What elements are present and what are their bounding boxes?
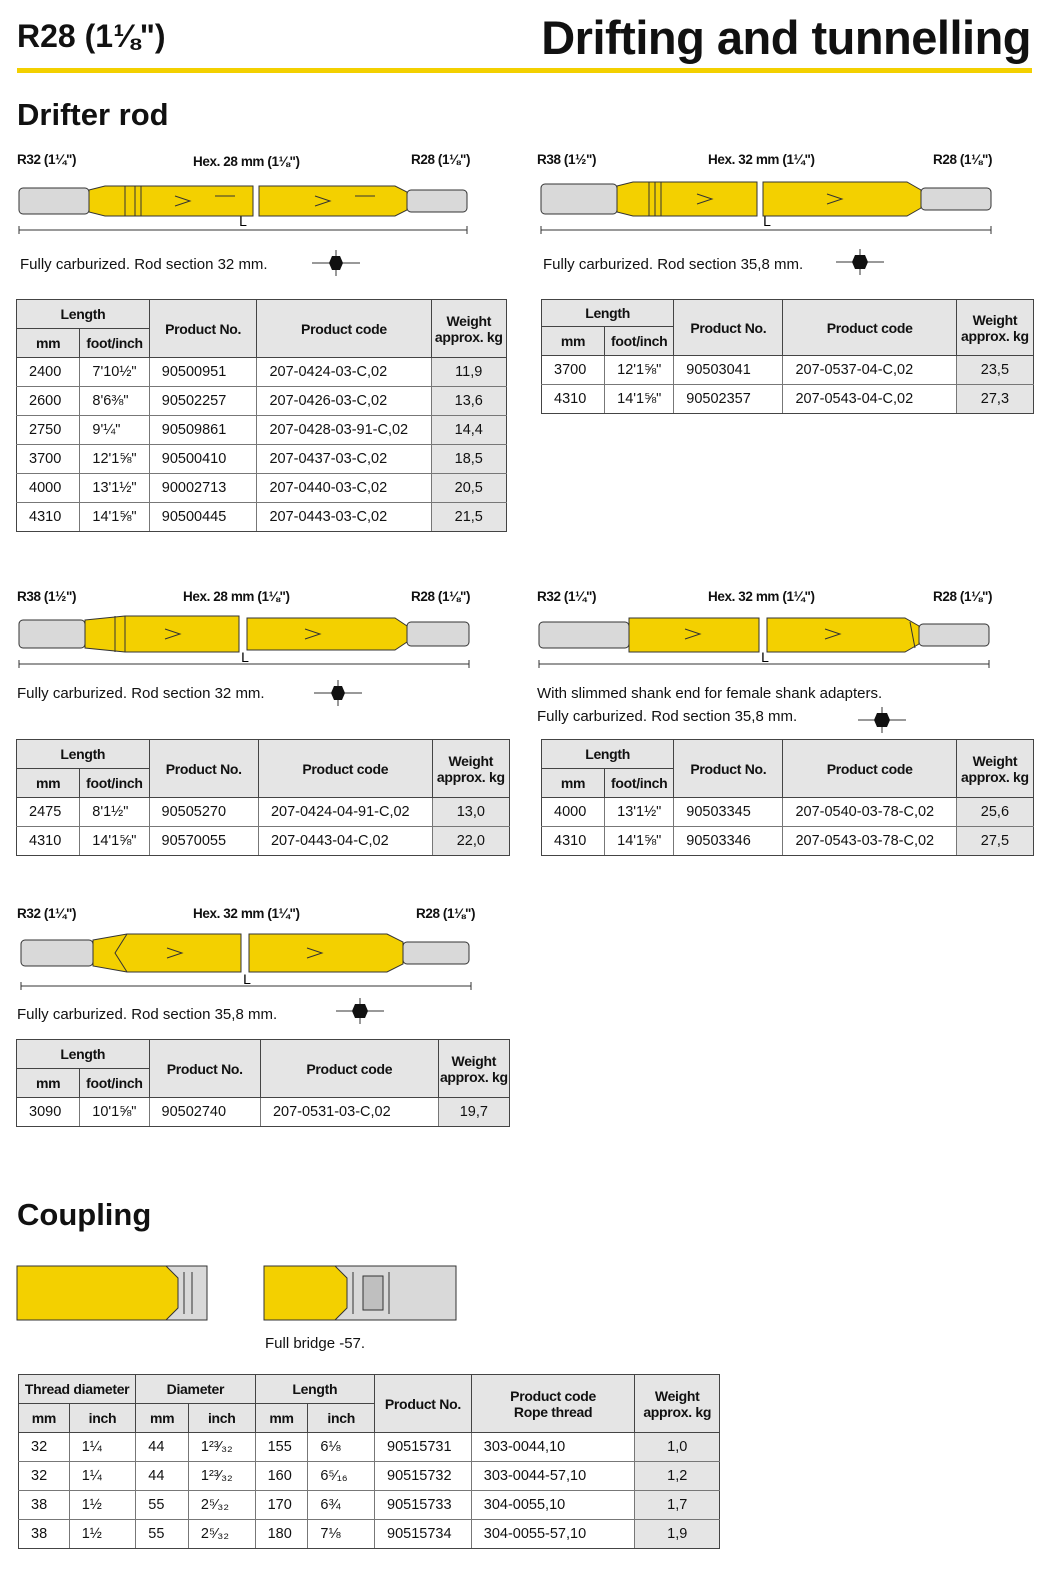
table-cell: 207-0443-03-C,02 bbox=[257, 503, 431, 532]
table-cell: 13,0 bbox=[432, 798, 509, 827]
table-cell: 207-0437-03-C,02 bbox=[257, 445, 431, 474]
table-cell: 13'1½" bbox=[605, 798, 674, 827]
coupling-diagram bbox=[16, 1264, 212, 1324]
table-cell: 90500951 bbox=[149, 358, 257, 387]
table-header-cell: Thread diameter bbox=[19, 1375, 136, 1404]
table-header-cell: Weight approx. kg bbox=[956, 300, 1033, 356]
hex-section-icon bbox=[858, 707, 906, 733]
table-cell: 10'1⅝" bbox=[80, 1098, 149, 1127]
table-cell: 303-0044,10 bbox=[471, 1433, 635, 1462]
dimension-label: L bbox=[239, 213, 247, 229]
table-cell: 32 bbox=[19, 1433, 70, 1462]
table-cell: 90502740 bbox=[149, 1098, 260, 1127]
table-header-cell: Diameter bbox=[136, 1375, 255, 1404]
table-header-cell: Product code bbox=[258, 740, 432, 798]
table-cell: 3090 bbox=[17, 1098, 80, 1127]
table-cell: 207-0428-03-91-C,02 bbox=[257, 416, 431, 445]
table-cell: 303-0044-57,10 bbox=[471, 1462, 635, 1491]
table-cell: 14'1⅝" bbox=[80, 827, 149, 856]
rod-table bbox=[16, 1039, 510, 1127]
table-cell: 207-0531-03-C,02 bbox=[260, 1098, 438, 1127]
rod-hex-label: Hex. 28 mm (1⅛") bbox=[193, 154, 300, 169]
table-header-cell: inch bbox=[188, 1404, 255, 1433]
table-header-cell: Product No. bbox=[674, 300, 783, 356]
table-cell: 38 bbox=[19, 1520, 70, 1549]
table-header-cell: Product No. bbox=[375, 1375, 472, 1433]
table-header-cell: Product code bbox=[783, 740, 956, 798]
table-cell: 1½ bbox=[69, 1491, 136, 1520]
table-row bbox=[542, 385, 1034, 414]
header-rule bbox=[17, 68, 1032, 73]
table-header-cell: mm bbox=[255, 1404, 308, 1433]
table-row bbox=[17, 827, 510, 856]
table-cell: 44 bbox=[136, 1462, 189, 1491]
table-header-cell: foot/inch bbox=[80, 1069, 149, 1098]
table-cell: 207-0424-03-C,02 bbox=[257, 358, 431, 387]
table-header-cell: mm bbox=[17, 329, 80, 358]
rod-hex-label: Hex. 32 mm (1¼") bbox=[708, 152, 815, 167]
table-header-cell: mm bbox=[542, 327, 605, 356]
rod-hex-label: Hex. 32 mm (1¼") bbox=[708, 589, 815, 604]
table-cell: 90509861 bbox=[149, 416, 257, 445]
table-cell: 19,7 bbox=[438, 1098, 509, 1127]
table-row bbox=[542, 356, 1034, 385]
table-cell: 4000 bbox=[17, 474, 80, 503]
table-header-cell: inch bbox=[69, 1404, 136, 1433]
table-cell: 2475 bbox=[17, 798, 80, 827]
table-cell: 6¾ bbox=[308, 1491, 375, 1520]
table-row bbox=[17, 474, 507, 503]
table-cell: 207-0543-04-C,02 bbox=[783, 385, 956, 414]
table-cell: 180 bbox=[255, 1520, 308, 1549]
table-header-cell: Weight approx. kg bbox=[956, 740, 1033, 798]
table-cell: 20,5 bbox=[431, 474, 506, 503]
table-header-cell: Product code bbox=[260, 1040, 438, 1098]
rod-right-thread: R28 (1⅛") bbox=[933, 589, 993, 604]
coupling-note: Full bridge -57. bbox=[265, 1335, 366, 1352]
rod-hex-label: Hex. 28 mm (1⅛") bbox=[183, 589, 290, 604]
dimension-label: L bbox=[241, 649, 249, 665]
table-cell: 170 bbox=[255, 1491, 308, 1520]
table-header-cell: Product code bbox=[783, 300, 956, 356]
rod-left-thread: R32 (1¼") bbox=[537, 589, 597, 604]
table-cell: 27,3 bbox=[956, 385, 1033, 414]
table-header-cell: Weight approx. kg bbox=[432, 740, 509, 798]
table-cell: 304-0055,10 bbox=[471, 1491, 635, 1520]
rod-table bbox=[541, 739, 1034, 856]
col-product-no: Product No. bbox=[149, 300, 257, 358]
table-cell: 155 bbox=[255, 1433, 308, 1462]
table-cell: 4310 bbox=[17, 827, 80, 856]
table-row bbox=[542, 798, 1034, 827]
table-cell: 90502257 bbox=[149, 387, 257, 416]
table-cell: 90505270 bbox=[149, 798, 258, 827]
table-header-cell: inch bbox=[308, 1404, 375, 1433]
page-header-title: Drifting and tunnelling bbox=[541, 11, 1031, 64]
table-cell: 38 bbox=[19, 1491, 70, 1520]
rod-right-thread: R28 (1⅛") bbox=[411, 589, 471, 604]
table-cell: 55 bbox=[136, 1520, 189, 1549]
table-cell: 22,0 bbox=[432, 827, 509, 856]
table-cell: 90002713 bbox=[149, 474, 257, 503]
table-cell: 207-0426-03-C,02 bbox=[257, 387, 431, 416]
table-cell: 1¼ bbox=[69, 1462, 136, 1491]
table-cell: 21,5 bbox=[431, 503, 506, 532]
rod-hex-label: Hex. 32 mm (1¼") bbox=[193, 906, 300, 921]
drifter-rod-diagram bbox=[537, 176, 997, 240]
table-header-cell: Product No. bbox=[149, 1040, 260, 1098]
table-row bbox=[17, 445, 507, 474]
table-cell: 55 bbox=[136, 1491, 189, 1520]
table-cell: 2600 bbox=[17, 387, 80, 416]
rod-right-thread: R28 (1⅛") bbox=[411, 152, 471, 167]
table-cell: 14'1⅝" bbox=[80, 503, 149, 532]
table-cell: 1,0 bbox=[635, 1433, 720, 1462]
table-header-cell: Length bbox=[17, 1040, 150, 1069]
section-title-coupling: Coupling bbox=[17, 1197, 152, 1232]
table-row bbox=[17, 503, 507, 532]
table-cell: 44 bbox=[136, 1433, 189, 1462]
rod-left-thread: R38 (1½") bbox=[17, 589, 77, 604]
col-product-code: Product code bbox=[257, 300, 431, 358]
rod-note: Fully carburized. Rod section 32 mm. bbox=[17, 685, 265, 702]
table-cell: 207-0537-04-C,02 bbox=[783, 356, 956, 385]
table-header-cell: Length bbox=[17, 740, 150, 769]
table-cell: 3700 bbox=[17, 445, 80, 474]
rod-left-thread: R38 (1½") bbox=[537, 152, 597, 167]
col-length: Length bbox=[17, 300, 150, 329]
table-cell: 90503041 bbox=[674, 356, 783, 385]
table-cell: 207-0543-03-78-C,02 bbox=[783, 827, 956, 856]
table-cell: 2750 bbox=[17, 416, 80, 445]
table-cell: 14,4 bbox=[431, 416, 506, 445]
table-header-cell: Weight approx. kg bbox=[635, 1375, 720, 1433]
table-header-cell: Length bbox=[542, 300, 674, 327]
table-cell: 14'1⅝" bbox=[605, 827, 674, 856]
table-cell: 8'6⅜" bbox=[80, 387, 149, 416]
table-header-cell: mm bbox=[19, 1404, 70, 1433]
table-row bbox=[19, 1491, 720, 1520]
table-cell: 4310 bbox=[17, 503, 80, 532]
table-cell: 23,5 bbox=[956, 356, 1033, 385]
table-cell: 8'1½" bbox=[80, 798, 149, 827]
table-cell: 304-0055-57,10 bbox=[471, 1520, 635, 1549]
table-cell: 6⁵⁄₁₆ bbox=[308, 1462, 375, 1491]
coupling-table bbox=[18, 1374, 720, 1549]
table-row bbox=[17, 387, 507, 416]
table-header-cell: foot/inch bbox=[80, 769, 149, 798]
table-cell: 4310 bbox=[542, 385, 605, 414]
table-cell: 3700 bbox=[542, 356, 605, 385]
rod-note: Fully carburized. Rod section 35,8 mm. bbox=[543, 256, 804, 273]
table-cell: 90515734 bbox=[375, 1520, 472, 1549]
table-header-cell: Product No. bbox=[149, 740, 258, 798]
rod-right-thread: R28 (1⅛") bbox=[933, 152, 993, 167]
table-cell: 13'1½" bbox=[80, 474, 149, 503]
drifter-rod-diagram bbox=[15, 178, 475, 240]
table-header-cell: mm bbox=[136, 1404, 189, 1433]
table-cell: 1,7 bbox=[635, 1491, 720, 1520]
drifter-rod-diagram bbox=[15, 612, 475, 674]
table-cell: 13,6 bbox=[431, 387, 506, 416]
table-cell: 25,6 bbox=[956, 798, 1033, 827]
table-cell: 1½ bbox=[69, 1520, 136, 1549]
table-cell: 207-0540-03-78-C,02 bbox=[783, 798, 956, 827]
table-cell: 90570055 bbox=[149, 827, 258, 856]
table-cell: 90502357 bbox=[674, 385, 783, 414]
table-cell: 6⅛ bbox=[308, 1433, 375, 1462]
table-cell: 4310 bbox=[542, 827, 605, 856]
table-header-cell: Weight approx. kg bbox=[438, 1040, 509, 1098]
table-cell: 90503346 bbox=[674, 827, 783, 856]
table-row bbox=[17, 416, 507, 445]
table-cell: 32 bbox=[19, 1462, 70, 1491]
table-header-cell: foot/inch bbox=[80, 329, 149, 358]
table-cell: 1¼ bbox=[69, 1433, 136, 1462]
table-cell: 2⁵⁄₃₂ bbox=[188, 1491, 255, 1520]
table-cell: 1²³⁄₃₂ bbox=[188, 1433, 255, 1462]
rod-left-thread: R32 (1¼") bbox=[17, 152, 77, 167]
table-cell: 12'1⅝" bbox=[80, 445, 149, 474]
table-cell: 9'¼" bbox=[80, 416, 149, 445]
table-header-cell: foot/inch bbox=[605, 769, 674, 798]
table-row bbox=[17, 798, 510, 827]
table-row bbox=[542, 827, 1034, 856]
table-cell: 90500445 bbox=[149, 503, 257, 532]
table-cell: 90515731 bbox=[375, 1433, 472, 1462]
hex-section-icon bbox=[336, 998, 384, 1024]
table-cell: 90515733 bbox=[375, 1491, 472, 1520]
table-cell: 207-0443-04-C,02 bbox=[258, 827, 432, 856]
table-cell: 90503345 bbox=[674, 798, 783, 827]
table-header-cell: Length bbox=[542, 740, 674, 769]
table-header-cell: mm bbox=[542, 769, 605, 798]
table-cell: 1,9 bbox=[635, 1520, 720, 1549]
table-header-cell: Product No. bbox=[674, 740, 783, 798]
table-header-cell: foot/inch bbox=[605, 327, 674, 356]
table-header-cell: mm bbox=[17, 1069, 80, 1098]
hex-section-icon bbox=[312, 250, 360, 276]
rod-table bbox=[16, 299, 507, 532]
page-header-thread: R28 (1⅛") bbox=[17, 18, 166, 54]
hex-section-icon bbox=[836, 249, 884, 275]
rod-note: Fully carburized. Rod section 32 mm. bbox=[20, 256, 268, 273]
table-cell: 14'1⅝" bbox=[605, 385, 674, 414]
rod-note-2: Fully carburized. Rod section 35,8 mm. bbox=[537, 708, 798, 725]
table-cell: 18,5 bbox=[431, 445, 506, 474]
table-cell: 12'1⅝" bbox=[605, 356, 674, 385]
table-cell: 207-0424-04-91-C,02 bbox=[258, 798, 432, 827]
table-header-cell: mm bbox=[17, 769, 80, 798]
table-cell: 2400 bbox=[17, 358, 80, 387]
table-cell: 7'10½" bbox=[80, 358, 149, 387]
table-cell: 1,2 bbox=[635, 1462, 720, 1491]
table-row bbox=[19, 1433, 720, 1462]
section-title-drifter-rod: Drifter rod bbox=[17, 97, 169, 132]
rod-table bbox=[16, 739, 510, 856]
table-cell: 27,5 bbox=[956, 827, 1033, 856]
table-cell: 2⁵⁄₃₂ bbox=[188, 1520, 255, 1549]
table-header-cell: Product code Rope thread bbox=[471, 1375, 635, 1433]
table-cell: 7⅛ bbox=[308, 1520, 375, 1549]
hex-section-icon bbox=[314, 680, 362, 706]
table-header-cell: Length bbox=[255, 1375, 374, 1404]
rod-right-thread: R28 (1⅛") bbox=[416, 906, 476, 921]
col-weight: Weight approx. kg bbox=[431, 300, 506, 358]
table-cell: 207-0440-03-C,02 bbox=[257, 474, 431, 503]
coupling-full-bridge-diagram bbox=[263, 1264, 459, 1324]
dimension-label: L bbox=[761, 649, 769, 665]
table-cell: 90515732 bbox=[375, 1462, 472, 1491]
rod-left-thread: R32 (1¼") bbox=[17, 906, 77, 921]
table-row bbox=[17, 358, 507, 387]
table-cell: 1²³⁄₃₂ bbox=[188, 1462, 255, 1491]
table-cell: 160 bbox=[255, 1462, 308, 1491]
table-row bbox=[19, 1520, 720, 1549]
dimension-label: L bbox=[243, 971, 251, 987]
table-cell: 4000 bbox=[542, 798, 605, 827]
drifter-rod-diagram bbox=[535, 612, 995, 674]
rod-note: With slimmed shank end for female shank adapters. bbox=[537, 685, 883, 702]
table-row bbox=[19, 1462, 720, 1491]
dimension-label: L bbox=[763, 213, 771, 229]
rod-table bbox=[541, 299, 1034, 414]
drifter-rod-diagram bbox=[17, 930, 477, 994]
table-cell: 11,9 bbox=[431, 358, 506, 387]
table-row bbox=[17, 1098, 510, 1127]
table-cell: 90500410 bbox=[149, 445, 257, 474]
rod-note: Fully carburized. Rod section 35,8 mm. bbox=[17, 1006, 278, 1023]
